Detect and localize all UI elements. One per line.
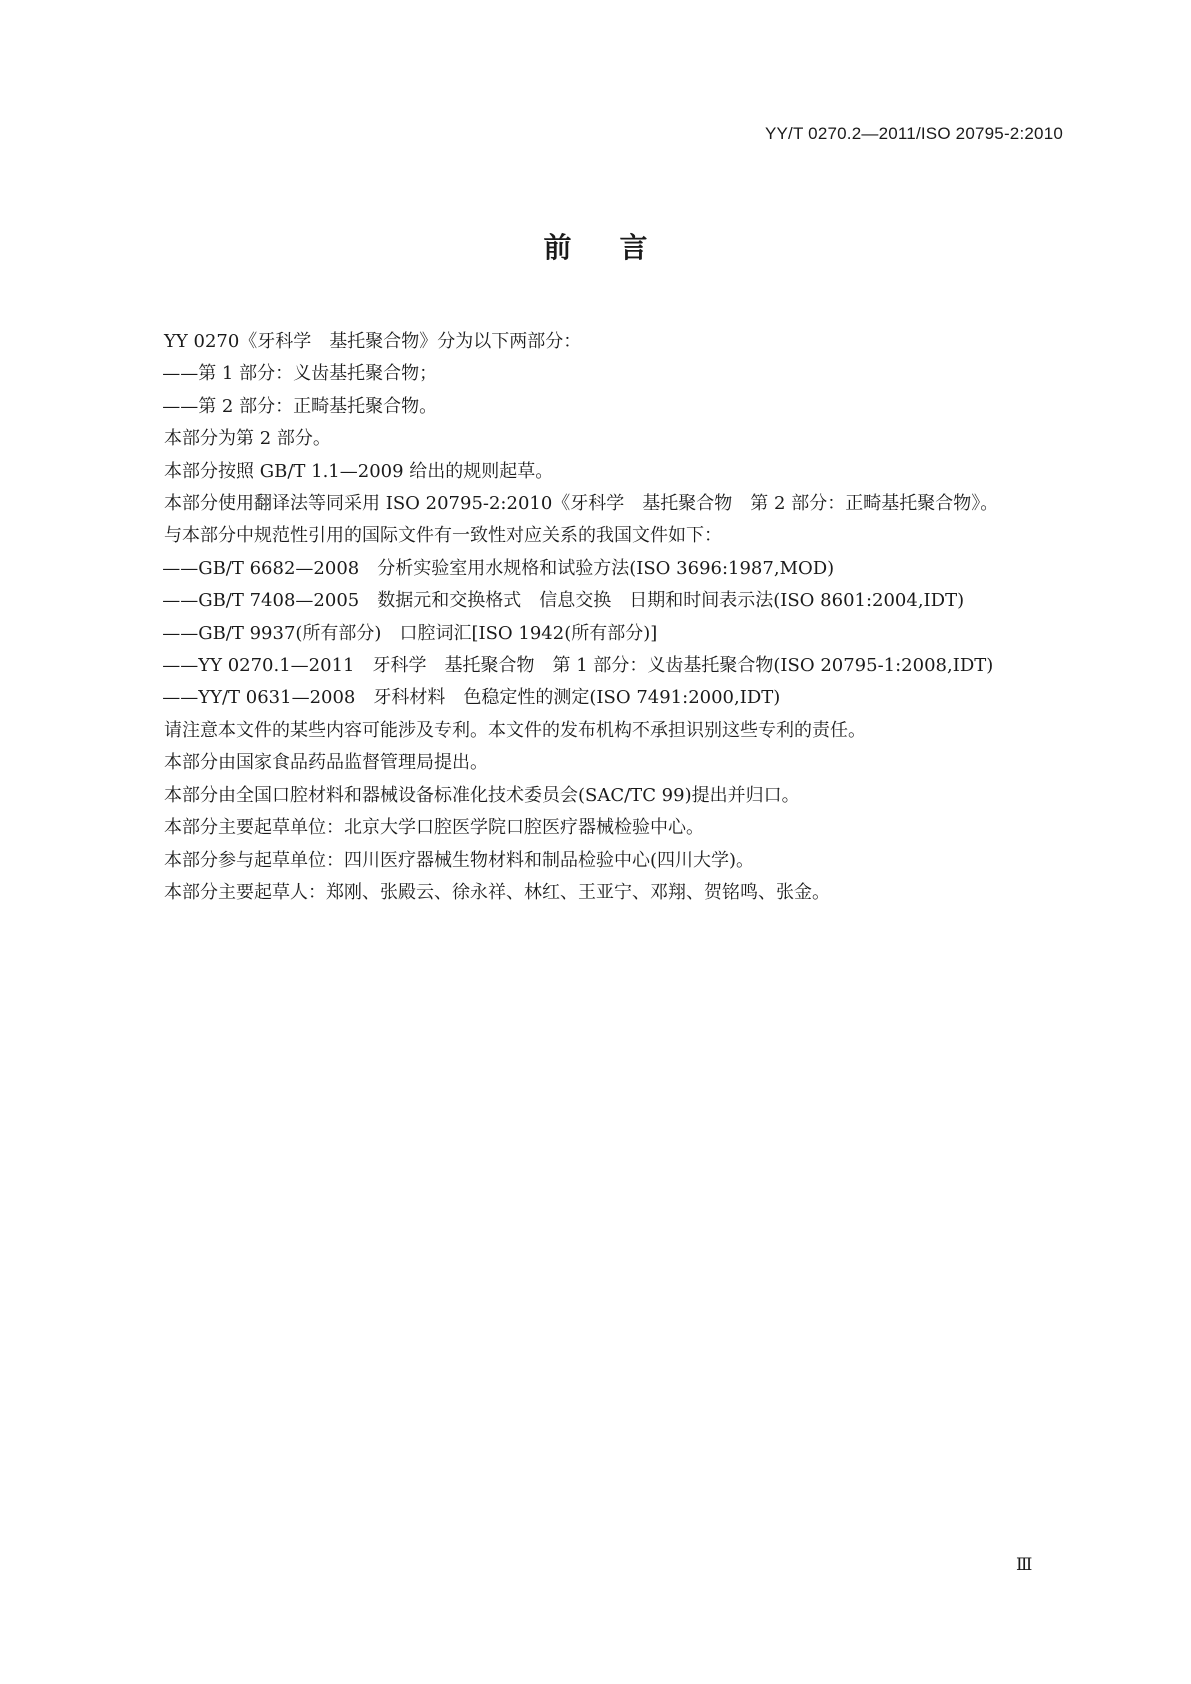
list-item: ——第 1 部分：义齿基托聚合物；	[162, 363, 438, 385]
paragraph: YY 0270《牙科学 基托聚合物》分为以下两部分：	[164, 331, 582, 352]
foreword-body	[128, 326, 1063, 909]
paragraph: 本部分由国家食品药品监督管理局提出。	[164, 752, 488, 774]
paragraph: 本部分为第 2 部分。	[164, 428, 331, 450]
list-item: ——YY/T 0631—2008 牙科材料 色稳定性的测定(ISO 7491:2000,IDT)	[162, 687, 781, 709]
paragraph: 本部分主要起草单位：北京大学口腔医学院口腔医疗器械检验中心。	[164, 817, 704, 839]
paragraph: 本部分参与起草单位：四川医疗器械生物材料和制品检验中心(四川大学)。	[164, 849, 755, 871]
paragraph: 请注意本文件的某些内容可能涉及专利。本文件的发布机构不承担识别这些专利的责任。	[164, 719, 866, 741]
paragraph: 与本部分中规范性引用的国际文件有一致性对应关系的我国文件如下：	[164, 525, 722, 547]
list-item: ——YY 0270.1—2011 牙科学 基托聚合物 第 1 部分：义齿基托聚合物(ISO 20795-1:2008,IDT)	[162, 655, 994, 677]
paragraph: 本部分主要起草人：郑刚、张殿云、徐永祥、林红、王亚宁、邓翔、贺铭鸣、张金。	[164, 881, 830, 903]
paragraph: 本部分按照 GB/T 1.1—2009 给出的规则起草。	[164, 460, 554, 482]
paragraph: 本部分由全国口腔材料和器械设备标准化技术委员会(SAC/TC 99)提出并归口。	[164, 784, 800, 806]
standard-code-header: YY/T 0270.2—2011/ISO 20795-2:2010	[764, 124, 1063, 143]
list-item: ——GB/T 7408—2005 数据元和交换格式 信息交换 日期和时间表示法(ISO 8601:2004,IDT)	[162, 590, 965, 612]
list-item: ——GB/T 6682—2008 分析实验室用水规格和试验方法(ISO 3696:1987,MOD)	[162, 557, 835, 579]
page-title: 前言	[543, 231, 696, 264]
page-number: Ⅲ	[1016, 1555, 1033, 1575]
list-item: ——第 2 部分：正畸基托聚合物。	[162, 395, 438, 417]
list-item: ——GB/T 9937(所有部分) 口腔词汇[ISO 1942(所有部分)]	[162, 622, 658, 644]
paragraph: 本部分使用翻译法等同采用 ISO 20795-2:2010《牙科学 基托聚合物 第 2 部分：正畸基托聚合物》。	[164, 493, 999, 515]
